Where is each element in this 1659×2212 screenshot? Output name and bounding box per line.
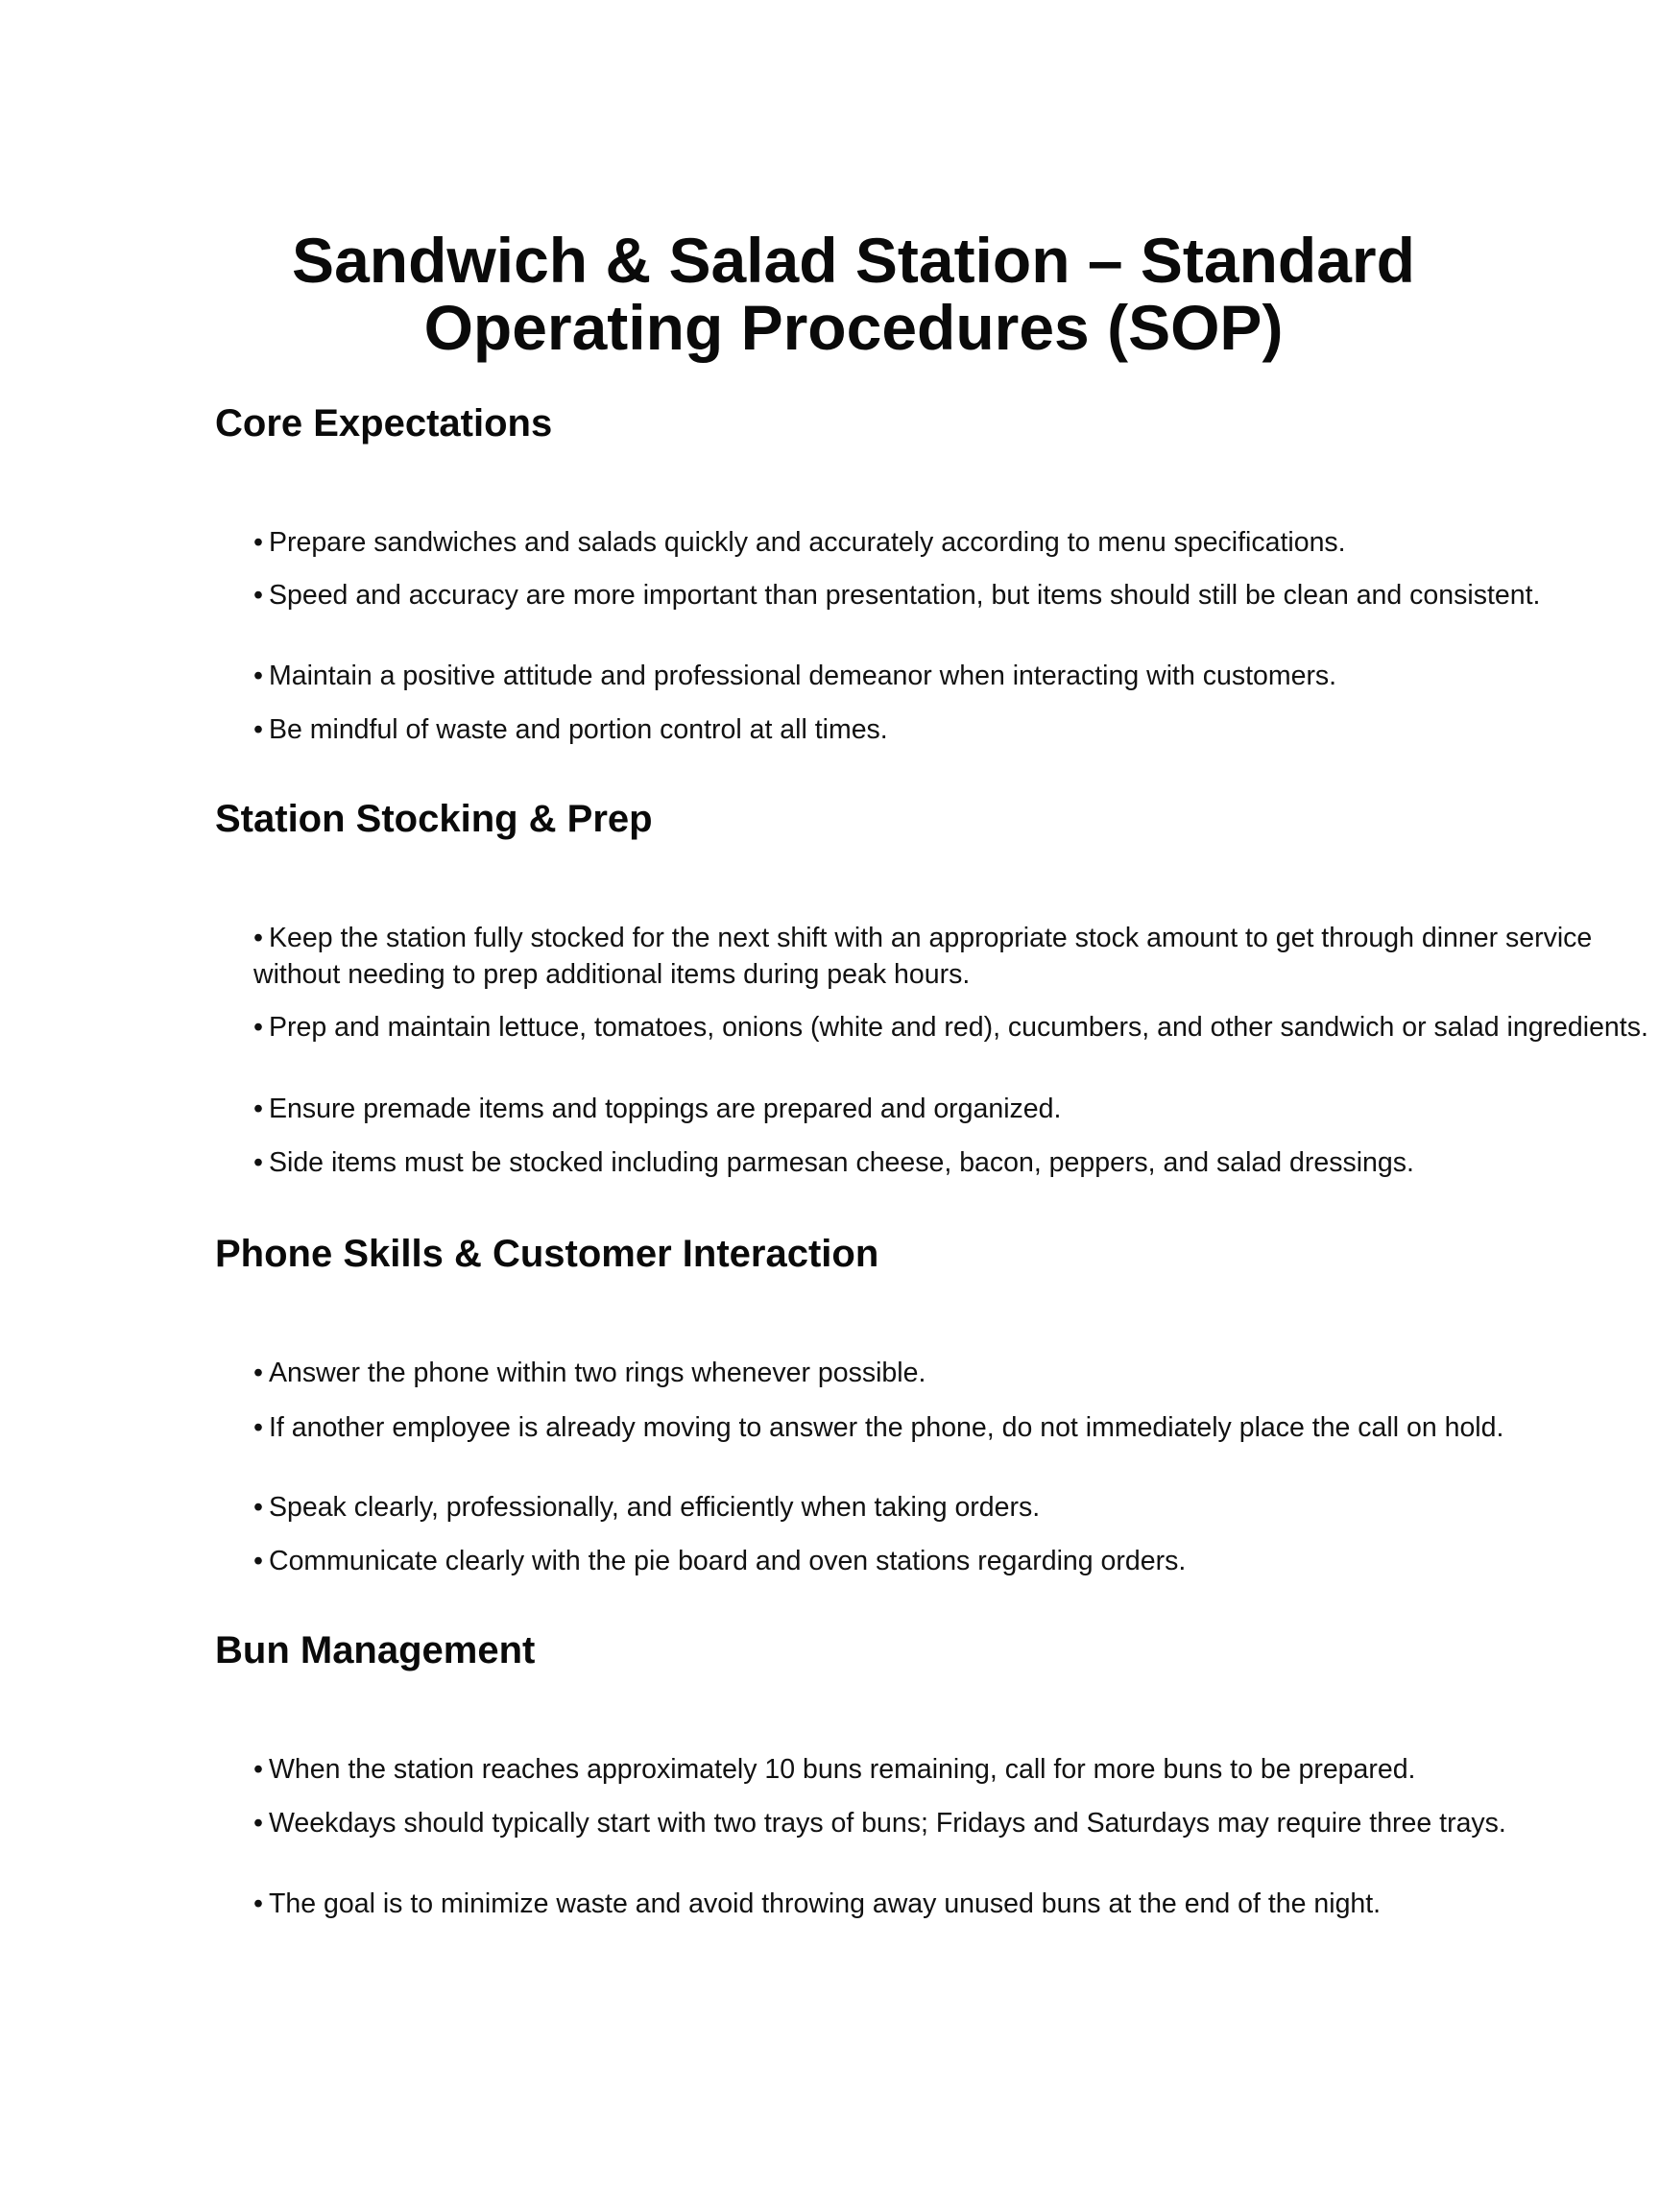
- page-title: Sandwich & Salad Station – Standard Operating Procedures (SOP): [292, 225, 1415, 363]
- list-item-text: Ensure premade items and toppings are prepared and organized.: [268, 1094, 1062, 1124]
- section-station-stocking-prep: [215, 797, 1648, 1178]
- bullet-marker: •: [253, 1147, 263, 1178]
- list-item: [253, 1886, 1655, 1922]
- list-item: [253, 524, 1655, 561]
- list-item-text: Keep the station fully stocked for the next shift with an appropriate stock amount to get through dinner service without needing to prep additional items during peak hours.: [253, 923, 1593, 990]
- list-item-text: If another employee is already moving to answer the phone, do not immediately place the call on hold.: [268, 1412, 1504, 1443]
- bullet-marker: •: [253, 1754, 263, 1785]
- list-item-text: Speed and accuracy are more important than presentation, but items should still be clean and consistent.: [268, 580, 1541, 611]
- list-item: [253, 1355, 1655, 1391]
- list-item: [253, 920, 1655, 993]
- list-item-text: Answer the phone within two rings whenever possible.: [268, 1358, 926, 1388]
- list-item: [253, 1091, 1655, 1127]
- list-item-text: The goal is to minimize waste and avoid throwing away unused buns at the end of the night.: [268, 1888, 1382, 1919]
- bullet-marker: •: [253, 661, 263, 691]
- bullet-marker: •: [253, 1358, 263, 1388]
- list-item-text: Be mindful of waste and portion control at all times.: [268, 714, 888, 745]
- list-item-text: Communicate clearly with the pie board and oven stations regarding orders.: [268, 1546, 1187, 1576]
- bullet-marker: •: [253, 714, 263, 745]
- list-item-text: Speak clearly, professionally, and efficiently when taking orders.: [268, 1492, 1041, 1523]
- list-item: [253, 1409, 1655, 1446]
- list-item-text: Prep and maintain lettuce, tomatoes, onions (white and red), cucumbers, and other sandwich or salad ingredients.: [268, 1012, 1648, 1043]
- list-item-text: Prepare sandwiches and salads quickly and accurately according to menu specifications.: [268, 527, 1346, 558]
- bullet-marker: •: [253, 580, 263, 611]
- list-item: [253, 1009, 1655, 1046]
- bullet-marker: •: [253, 1012, 263, 1043]
- bullet-marker: •: [253, 1808, 263, 1839]
- bullet-marker: •: [253, 1492, 263, 1523]
- list-item: [253, 1144, 1655, 1181]
- bullet-marker: •: [253, 1546, 263, 1576]
- bullet-marker: •: [253, 527, 263, 558]
- list-item-text: Maintain a positive attitude and professional demeanor when interacting with customers.: [268, 661, 1337, 691]
- section-bun-management: [215, 1628, 1506, 1919]
- list-item: [253, 658, 1655, 694]
- bullet-marker: •: [253, 1094, 263, 1124]
- list-item-text: Side items must be stocked including parmesan cheese, bacon, peppers, and salad dressings.: [268, 1147, 1414, 1178]
- section-heading: Phone Skills & Customer Interaction: [215, 1233, 879, 1275]
- list-item-text: When the station reaches approximately 10 buns remaining, call for more buns to be prepared.: [268, 1754, 1416, 1785]
- list-item: [253, 1805, 1655, 1841]
- list-item: [253, 577, 1655, 613]
- bullet-marker: •: [253, 923, 263, 953]
- section-core-expectations: [215, 401, 1541, 745]
- bullet-marker: •: [253, 1412, 263, 1443]
- list-item: [253, 711, 1655, 748]
- bullet-marker: •: [253, 1888, 263, 1919]
- list-item: [253, 1751, 1655, 1788]
- section-phone-skills: [215, 1232, 1504, 1576]
- list-item: [253, 1489, 1655, 1526]
- section-heading: Bun Management: [215, 1629, 536, 1671]
- section-heading: Core Expectations: [215, 402, 553, 445]
- list-item-text: Weekdays should typically start with two trays of buns; Fridays and Saturdays may require three trays.: [268, 1808, 1506, 1839]
- section-heading: Station Stocking & Prep: [215, 798, 653, 840]
- list-item: [253, 1543, 1655, 1579]
